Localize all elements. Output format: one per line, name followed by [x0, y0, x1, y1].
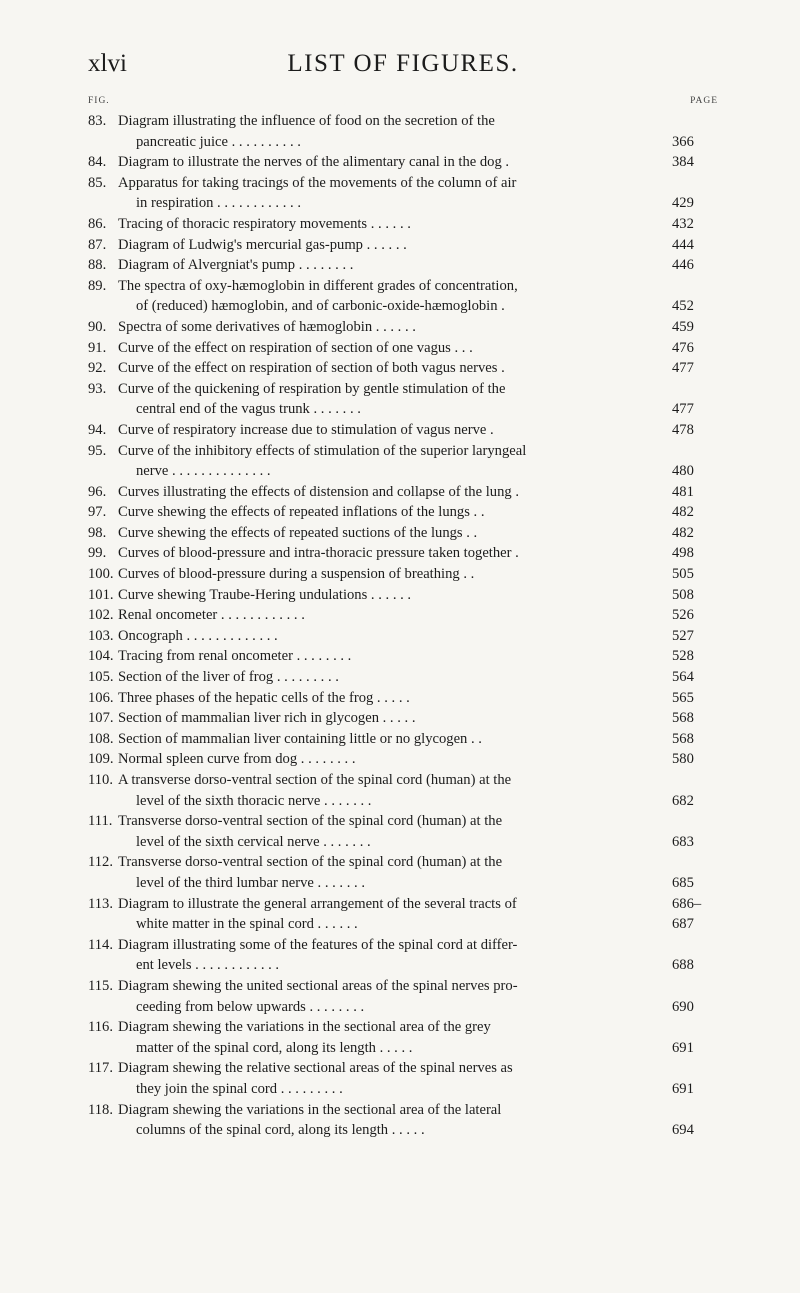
page-reference: 568 — [672, 730, 694, 747]
figure-entry — [88, 482, 720, 503]
figure-entry — [88, 935, 720, 976]
figure-entry — [88, 1058, 720, 1099]
figure-entry — [88, 502, 720, 523]
figure-number: 87. — [88, 236, 107, 253]
figure-entry — [88, 564, 720, 585]
page-reference: 480 — [672, 463, 694, 480]
figure-caption-line: Curve of the inhibitory effects of stimulation of the superior laryngeal — [118, 442, 527, 459]
figure-number: 105. — [88, 669, 114, 686]
figure-caption-line: Renal oncometer . . . . . . . . . . . . — [118, 607, 305, 624]
figure-entry — [88, 585, 720, 606]
figure-entry — [88, 523, 720, 544]
page-reference: 508 — [672, 586, 694, 603]
figure-caption-line: Curve of the effect on respiration of section of both vagus nerves . — [118, 360, 505, 377]
page-header — [88, 50, 718, 84]
page-reference: 459 — [672, 318, 694, 335]
figure-caption-line: ent levels . . . . . . . . . . . . — [136, 957, 280, 974]
figure-entry — [88, 646, 720, 667]
figure-caption-line: ceeding from below upwards . . . . . . . . — [136, 998, 365, 1015]
figure-entry — [88, 152, 720, 173]
figure-number: 117. — [88, 1060, 113, 1077]
page-reference: 688 — [672, 957, 694, 974]
figure-caption-line: they join the spinal cord . . . . . . . . . — [136, 1080, 343, 1097]
figure-entry — [88, 317, 720, 338]
figure-caption-line: Curve of respiratory increase due to stimulation of vagus nerve . — [118, 421, 494, 438]
figure-caption-line: level of the sixth cervical nerve . . . . . . . — [136, 833, 371, 850]
figure-number: 84. — [88, 154, 107, 171]
page-reference: 452 — [672, 298, 694, 315]
figure-caption-line: white matter in the spinal cord . . . . . . — [136, 916, 358, 933]
figure-number: 110. — [88, 772, 113, 788]
figure-caption-line: central end of the vagus trunk . . . . . . . — [136, 401, 361, 418]
figure-entry — [88, 708, 720, 729]
figure-number: 95. — [88, 442, 107, 459]
figure-number: 107. — [88, 710, 114, 727]
figure-caption-line: Section of the liver of frog . . . . . . . . . — [118, 669, 339, 686]
figure-entry — [88, 111, 720, 152]
figure-caption-line: Diagram shewing the relative sectional areas of the spinal nerves as — [118, 1060, 513, 1077]
figure-entry — [88, 235, 720, 256]
figure-caption-line: pancreatic juice . . . . . . . . . . — [136, 133, 301, 150]
page-reference: 568 — [672, 710, 694, 727]
figure-caption-line: Diagram of Alvergniat's pump . . . . . . . . — [118, 257, 354, 274]
figure-number: 116. — [88, 1019, 113, 1036]
figure-entry — [88, 894, 720, 935]
figure-caption-line: Curve of the effect on respiration of section of one vagus . . . — [118, 339, 473, 356]
page-reference: 446 — [672, 257, 694, 274]
figure-caption-line: Diagram shewing the united sectional areas of the spinal nerves pro- — [118, 977, 518, 994]
page-reference: 384 — [672, 154, 694, 171]
page-number: xlvi — [88, 50, 127, 77]
page-reference: 498 — [672, 545, 694, 562]
page-column-heading: PAGE — [690, 96, 718, 106]
figure-number: 118. — [88, 1101, 113, 1118]
figure-number: 103. — [88, 627, 114, 644]
figure-caption-line: Curves of blood-pressure during a suspension of breathing . . — [118, 566, 475, 583]
figure-entry — [88, 1100, 720, 1141]
figure-caption-line: of (reduced) hæmoglobin, and of carbonic-oxide-hæmoglobin . — [136, 298, 505, 315]
figure-entry — [88, 1017, 720, 1058]
figure-caption-line: Section of mammalian liver rich in glycogen . . . . . — [118, 710, 416, 727]
figure-number: 108. — [88, 730, 114, 747]
figure-entry — [88, 688, 720, 709]
figure-caption-line: Tracing from renal oncometer . . . . . . . . — [118, 648, 352, 665]
page-reference: 444 — [672, 236, 694, 253]
figure-number: 115. — [88, 977, 113, 994]
page-reference: 564 — [672, 669, 694, 686]
running-title: LIST OF FIGURES. — [287, 50, 519, 77]
page-reference: 477 — [672, 401, 694, 418]
page-reference: 481 — [672, 483, 694, 500]
figure-number: 85. — [88, 174, 107, 191]
page-reference: 526 — [672, 607, 694, 624]
figure-entry — [88, 358, 720, 379]
figure-number: 92. — [88, 360, 107, 377]
figure-entry — [88, 667, 720, 688]
figure-entry — [88, 729, 720, 750]
figure-number: 91. — [88, 339, 107, 356]
page-reference: 432 — [672, 215, 694, 232]
figure-caption-line: Normal spleen curve from dog . . . . . . . . — [118, 751, 356, 768]
figure-caption-line: Tracing of thoracic respiratory movements . . . . . . — [118, 215, 411, 232]
figure-caption-line: The spectra of oxy-hæmoglobin in different grades of concentration, — [118, 277, 518, 294]
page-reference: 690 — [672, 998, 694, 1015]
figure-caption-line: Curve shewing the effects of repeated suctions of the lungs . . — [118, 524, 478, 541]
figure-caption-line: Transverse dorso-ventral section of the spinal cord (human) at the — [118, 854, 503, 871]
figure-caption-line: matter of the spinal cord, along its length . . . . . — [136, 1039, 413, 1056]
figure-number: 86. — [88, 215, 107, 232]
figure-caption-line: Diagram illustrating the influence of food on the secretion of the — [118, 113, 495, 129]
figure-caption-line: level of the third lumbar nerve . . . . . . . — [136, 874, 365, 891]
figure-number: 104. — [88, 648, 114, 665]
page-reference: 686–687 — [672, 895, 702, 933]
figure-number: 109. — [88, 751, 114, 768]
page-reference: 366 — [672, 133, 694, 150]
figure-number: 101. — [88, 586, 114, 603]
figure-entry — [88, 811, 720, 852]
figure-entry — [88, 255, 720, 276]
figure-caption-line: Oncograph . . . . . . . . . . . . . — [118, 627, 278, 644]
figure-entry — [88, 749, 720, 770]
figure-number: 114. — [88, 936, 113, 953]
column-headings — [88, 96, 718, 110]
figure-number: 93. — [88, 380, 107, 397]
page-reference: 691 — [672, 1039, 694, 1056]
figure-list — [88, 111, 720, 1141]
page-reference: 429 — [672, 195, 694, 212]
page-reference: 476 — [672, 339, 694, 356]
figure-caption-line: Three phases of the hepatic cells of the frog . . . . . — [118, 689, 410, 706]
page-reference: 694 — [672, 1122, 694, 1139]
page-reference: 528 — [672, 648, 694, 665]
figure-number: 88. — [88, 257, 107, 274]
figure-caption-line: Diagram illustrating some of the features of the spinal cord at differ- — [118, 936, 518, 953]
figure-entry — [88, 543, 720, 564]
figure-number: 83. — [88, 113, 107, 129]
figure-number: 96. — [88, 483, 107, 500]
figure-number: 102. — [88, 607, 114, 624]
figure-entry — [88, 770, 720, 811]
figure-caption-line: columns of the spinal cord, along its length . . . . . — [136, 1122, 425, 1139]
figure-caption-line: Curves illustrating the effects of distension and collapse of the lung . — [118, 483, 519, 500]
figure-number: 111. — [88, 813, 113, 830]
figure-entry — [88, 441, 720, 482]
page-reference: 580 — [672, 751, 694, 768]
page-reference: 565 — [672, 689, 694, 706]
figure-number: 106. — [88, 689, 114, 706]
figure-caption-line: Diagram shewing the variations in the sectional area of the lateral — [118, 1101, 502, 1118]
page-reference: 683 — [672, 833, 694, 850]
figure-entry — [88, 173, 720, 214]
page-reference: 691 — [672, 1080, 694, 1097]
figure-number: 89. — [88, 277, 107, 294]
figure-number: 94. — [88, 421, 107, 438]
figure-caption-line: Curves of blood-pressure and intra-thoracic pressure taken together . — [118, 545, 519, 562]
figure-caption-line: Transverse dorso-ventral section of the spinal cord (human) at the — [118, 813, 503, 830]
figure-caption-line: Curve of the quickening of respiration by gentle stimulation of the — [118, 380, 506, 397]
figure-caption-line: Spectra of some derivatives of hæmoglobin . . . . . . — [118, 318, 416, 335]
figure-entry — [88, 214, 720, 235]
figure-number: 98. — [88, 524, 107, 541]
figure-caption-line: Apparatus for taking tracings of the movements of the column of air — [118, 174, 517, 191]
figure-caption-line: A transverse dorso-ventral section of the spinal cord (human) at the — [118, 772, 512, 788]
page-reference: 482 — [672, 524, 694, 541]
page-reference: 477 — [672, 360, 694, 377]
figure-caption-line: Curve shewing Traube-Hering undulations . . . . . . — [118, 586, 412, 603]
page-reference: 682 — [672, 792, 694, 809]
figure-caption-line: in respiration . . . . . . . . . . . . — [136, 195, 301, 212]
figure-entry — [88, 852, 720, 893]
figure-entry — [88, 276, 720, 317]
page-reference: 478 — [672, 421, 694, 438]
figure-caption-line: level of the sixth thoracic nerve . . . . . . . — [136, 792, 372, 809]
page-reference: 482 — [672, 504, 694, 521]
figure-caption-line: Curve shewing the effects of repeated inflations of the lungs . . — [118, 504, 485, 521]
figure-number: 90. — [88, 318, 107, 335]
fig-column-heading: FIG. — [88, 96, 110, 106]
figure-caption-line: nerve . . . . . . . . . . . . . . — [136, 463, 271, 480]
page-reference: 505 — [672, 566, 694, 583]
figure-caption-line: Diagram to illustrate the nerves of the alimentary canal in the dog . — [118, 154, 510, 171]
figure-entry — [88, 976, 720, 1017]
figure-entry — [88, 338, 720, 359]
figure-caption-line: Section of mammalian liver containing little or no glycogen . . — [118, 730, 482, 747]
figure-entry — [88, 626, 720, 647]
figure-number: 99. — [88, 545, 107, 562]
figure-caption-line: Diagram shewing the variations in the sectional area of the grey — [118, 1019, 491, 1036]
figure-number: 113. — [88, 895, 113, 912]
figure-number: 97. — [88, 504, 107, 521]
figure-caption-line: Diagram of Ludwig's mercurial gas-pump . . . . . . — [118, 236, 407, 253]
figure-number: 112. — [88, 854, 113, 871]
figure-number: 100. — [88, 566, 114, 583]
figure-entry — [88, 605, 720, 626]
figure-entry — [88, 420, 720, 441]
figure-entry — [88, 379, 720, 420]
figure-caption-line: Diagram to illustrate the general arrangement of the several tracts of — [118, 895, 517, 912]
page-reference: 685 — [672, 874, 694, 891]
page-reference: 527 — [672, 627, 694, 644]
